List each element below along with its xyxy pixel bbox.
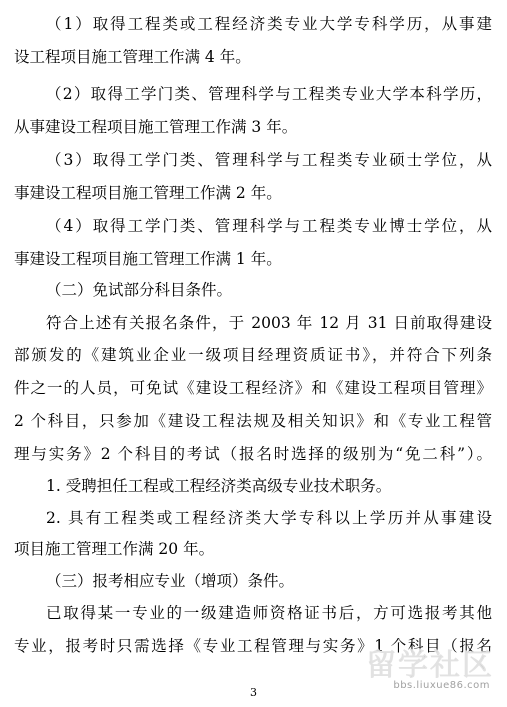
text-line: （3）取得工学门类、管理科学与工程类专业硕士学位，从 <box>46 151 492 169</box>
text-line: 事建设工程项目施工管理工作满 2 年。 <box>14 184 282 202</box>
watermark-url: bbs.liuxue86.com <box>393 680 490 691</box>
text-line: 2 个科目，只参加《建设工程法规及相关知识》和《专业工程管 <box>14 412 492 430</box>
text-line: 已取得某一专业的一级建造师资格证书后，方可选报考其他 <box>46 604 492 622</box>
text-line: 事建设工程项目施工管理工作满 1 年。 <box>14 250 282 268</box>
text-line: 部颁发的《建筑业企业一级项目经理资质证书》，并符合下列条 <box>14 346 492 364</box>
list-item: 1. 受聘担任工程或工程经济类高级专业技术职务。 <box>46 477 392 495</box>
watermark-text: 留学社区 <box>366 648 494 683</box>
section-heading: （二）免试部分科目条件。 <box>46 281 233 299</box>
text-line: 理与实务》2 个科目的考试（报名时选择的级别为“免二科”）。 <box>14 445 492 463</box>
page-number: 3 <box>250 686 257 699</box>
section-heading: （三）报考相应专业（增项）条件。 <box>46 572 295 590</box>
text-line: 符合上述有关报名条件，于 2003 年 12 月 31 日前取得建设 <box>46 314 492 332</box>
text-line: （2）取得工学门类、管理科学与工程类专业大学本科学历， <box>46 85 492 103</box>
text-line: 从事建设工程项目施工管理工作满 3 年。 <box>14 118 298 136</box>
text-line: 设工程项目施工管理工作满 4 年。 <box>14 48 251 66</box>
text-line: 专业，报考时只需选择《专业工程管理与实务》1 个科目（报名 <box>14 637 492 655</box>
list-item: 2. 具有工程类或工程经济类大学专科以上学历并从事建设 <box>46 509 492 527</box>
text-line: 件之一的人员，可免试《建设工程经济》和《建设工程项目管理》 <box>14 379 492 397</box>
text-line: （4）取得工学门类、管理科学与工程类专业博士学位，从 <box>46 217 492 235</box>
text-line: 项目施工管理工作满 20 年。 <box>14 540 215 558</box>
text-line: （1）取得工程类或工程经济类专业大学专科学历，从事建 <box>46 15 492 33</box>
